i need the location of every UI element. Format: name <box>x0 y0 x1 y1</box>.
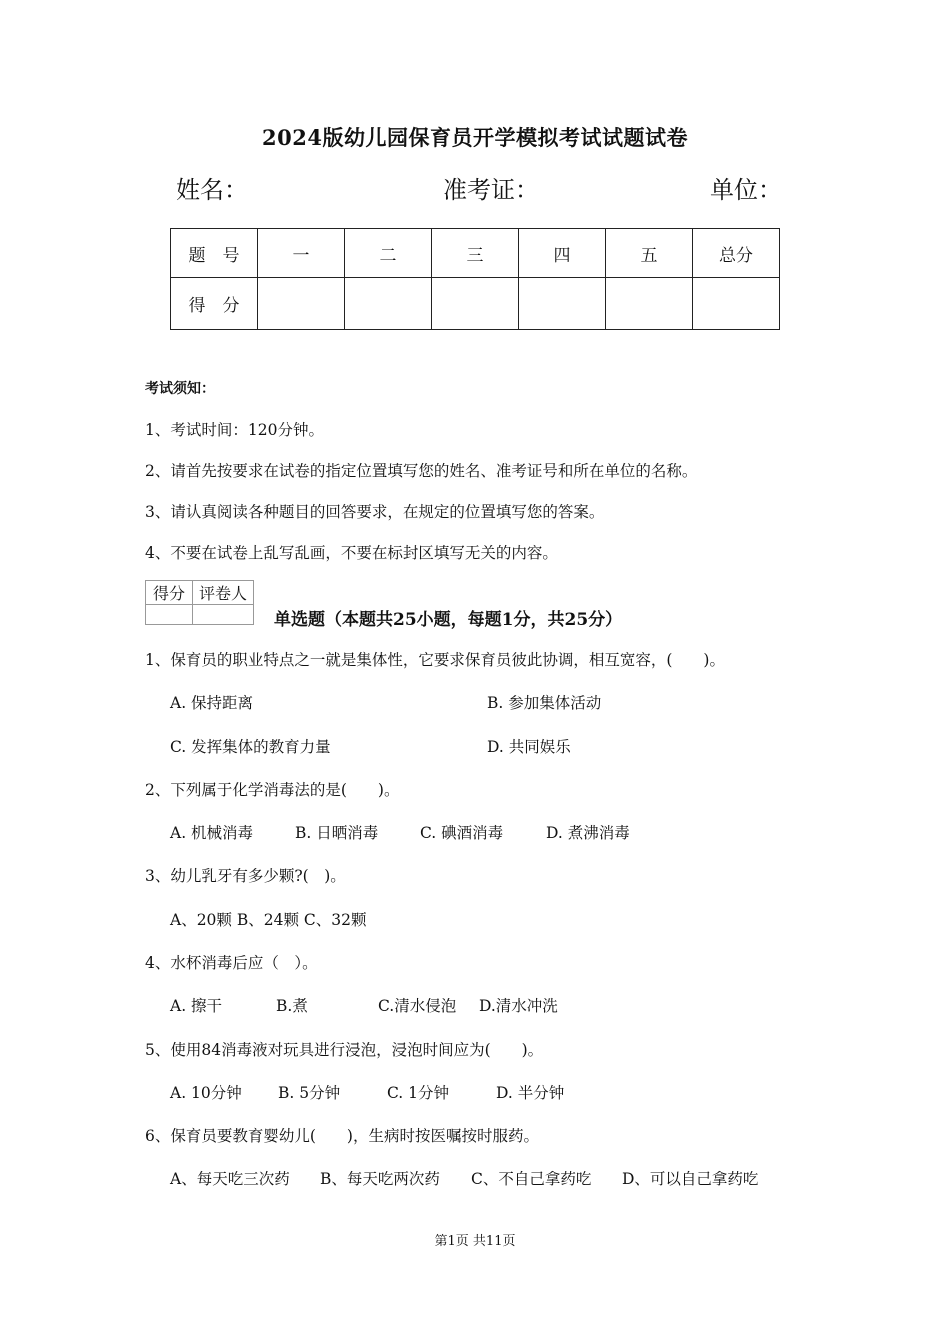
option: B.煮 <box>276 997 308 1015</box>
option: A、20颗 B、24颗 C、32颗 <box>170 911 367 929</box>
option: D. 煮沸消毒 <box>546 824 630 842</box>
option: D.清水冲洗 <box>479 997 558 1015</box>
section-title: 单选题（本题共25小题，每题1分，共25分） <box>274 610 623 630</box>
score-cell <box>519 278 606 330</box>
option: A. 机械消毒 <box>170 824 254 842</box>
notice-item: 3、请认真阅读各种题目的回答要求，在规定的位置填写您的答案。 <box>145 503 605 521</box>
score-cell <box>258 278 345 330</box>
option: B. 参加集体活动 <box>487 694 602 712</box>
notice-item: 2、请首先按要求在试卷的指定位置填写您的姓名、准考证号和所在单位的名称。 <box>145 462 698 480</box>
question-stem: 6、保育员要教育婴幼儿( )，生病时按医嘱按时服药。 <box>145 1127 539 1145</box>
score-table <box>170 228 780 330</box>
grader-score-cell <box>146 605 193 625</box>
option: C、不自己拿药吃 <box>471 1170 592 1188</box>
option: A. 10分钟 <box>170 1084 242 1102</box>
option: D. 半分钟 <box>496 1084 565 1102</box>
option: B、每天吃两次药 <box>320 1170 440 1188</box>
grader-reviewer-cell <box>193 605 254 625</box>
exam-id-field-label: 准考证： <box>443 176 539 204</box>
option: A、每天吃三次药 <box>170 1170 290 1188</box>
option: C. 碘酒消毒 <box>420 824 504 842</box>
option: D. 共同娱乐 <box>487 738 571 756</box>
score-cell <box>345 278 432 330</box>
score-row-label: 得 分 <box>171 278 258 330</box>
page-title: 2024版幼儿园保育员开学模拟考试试题试卷 <box>262 125 688 150</box>
notice-item: 4、不要在试卷上乱写乱画，不要在标封区填写无关的内容。 <box>145 544 558 562</box>
name-field-label: 姓名： <box>176 176 248 204</box>
score-header-cell: 一 <box>258 229 345 278</box>
option: B. 日晒消毒 <box>295 824 379 842</box>
option: B. 5分钟 <box>278 1084 341 1102</box>
option: C. 1分钟 <box>387 1084 450 1102</box>
grader-box <box>145 580 254 625</box>
score-header-cell: 五 <box>606 229 693 278</box>
option: A. 擦干 <box>170 997 223 1015</box>
option: D、可以自己拿药吃 <box>622 1170 759 1188</box>
question-stem: 2、下列属于化学消毒法的是( )。 <box>145 781 400 799</box>
grader-score-label: 得分 <box>146 581 193 605</box>
score-header-cell: 总分 <box>693 229 780 278</box>
page-footer: 第1页 共11页 <box>434 1234 516 1249</box>
score-cell <box>693 278 780 330</box>
score-header-cell: 二 <box>345 229 432 278</box>
score-cell <box>606 278 693 330</box>
score-header-cell: 三 <box>432 229 519 278</box>
unit-field-label: 单位： <box>710 176 782 204</box>
question-stem: 3、幼儿乳牙有多少颗?( )。 <box>145 867 346 885</box>
option: C. 发挥集体的教育力量 <box>170 738 331 756</box>
option: C.清水侵泡 <box>378 997 457 1015</box>
score-header-cell: 四 <box>519 229 606 278</box>
grader-reviewer-label: 评卷人 <box>193 581 254 605</box>
score-cell <box>432 278 519 330</box>
notice-item: 1、考试时间：120分钟。 <box>145 421 324 439</box>
question-stem: 5、使用84消毒液对玩具进行浸泡，浸泡时间应为( )。 <box>145 1041 544 1059</box>
option: A. 保持距离 <box>170 694 254 712</box>
notice-title: 考试须知： <box>145 381 215 397</box>
score-header-cell: 题 号 <box>171 229 258 278</box>
score-table-score-row <box>171 278 780 330</box>
question-stem: 4、水杯消毒后应（ ）。 <box>145 954 318 972</box>
score-table-header-row <box>171 229 780 278</box>
question-stem: 1、保育员的职业特点之一就是集体性，它要求保育员彼此协调，相互宽容，( )。 <box>145 651 725 669</box>
